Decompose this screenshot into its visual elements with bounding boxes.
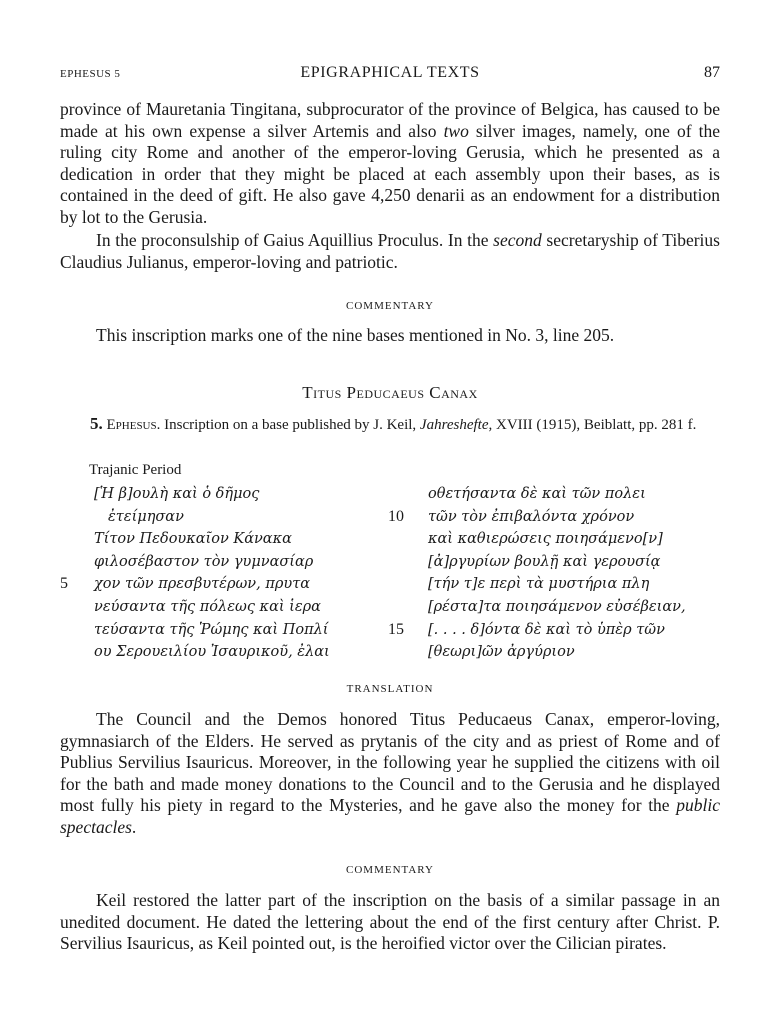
period-label: Trajanic Period <box>89 462 182 478</box>
header-section-label: EPHESUS 5 <box>60 68 121 80</box>
inscription-line: [ρέστα]τα ποιησάμενον εὐσέβειαν, <box>428 598 686 615</box>
running-header <box>60 64 720 86</box>
inscription-line: Τίτον Πεδουκαῖον Κάνακα <box>94 531 292 548</box>
inscription-line: [Ἡ β]ουλὴ καὶ ὁ δῆμος <box>94 486 260 502</box>
commentary-text-1: This inscription marks one of the nine bases mentioned in No. 3, line 205. <box>96 325 615 345</box>
emphasis-second: second <box>493 230 542 250</box>
line-number: 5 <box>60 575 68 593</box>
intro-paragraph-2: In the proconsulship of Gaius Aquillius Proculus. In the second secretaryship of Tiberius Claudius Julianus, emperor-loving and patriotic. <box>60 230 720 272</box>
inscription-line: καὶ καθιερώσεις ποιησάμενο[ν] <box>428 531 663 548</box>
inscription-line: 15 [. . . . δ]όντα δὲ καὶ τὸ ὑπὲρ τῶν <box>382 619 722 642</box>
inscription-column-right <box>382 483 722 664</box>
commentary-heading-2: COMMENTARY <box>346 864 434 876</box>
translation-heading: TRANSLATION <box>346 683 434 695</box>
entry-number: 5. <box>90 414 103 433</box>
inscription-line: [θεωρι]ῶν ἀργύριον <box>428 644 575 661</box>
inscription-line: 5 χον τῶν πρεσβυτέρων, πρυτα <box>60 573 370 596</box>
intro-paragraph-1: province of Mauretania Tingitana, subprocurator of the province of Belgica, has caused to be made at his own expense a silver Artemis and also two silver images, namely, one of the ruling city Rome and another of the emperor-loving Gerusia, which he presented as a dedication in order that they might be placed at each assembly upon their bases, as is contained in the deed of gift. He also gave 4,250 denarii as an endowment for a distribution by lot to the Gerusia. <box>60 99 721 227</box>
line-number: 10 <box>388 507 404 525</box>
commentary-heading-1: COMMENTARY <box>346 300 434 312</box>
inscription-line: [τήν τ]ε περὶ τὰ μυστήρια πλη <box>428 576 650 593</box>
emphasis-public-spectacles: public spectacles <box>60 795 720 837</box>
commentary-text-2: Keil restored the latter part of the inscription on the basis of a similar passage in an unedited document. He dated the lettering about the end of the first century after Christ. P. Servilius Isauricus, as Keil pointed out, is the heroified victor over the Cilician pirates. <box>60 890 720 954</box>
line-number: 15 <box>388 620 404 638</box>
inscription-line: φιλοσέβαστον τὸν γυμνασίαρ <box>94 553 314 570</box>
inscription-line: νεύσαντα τῆς πόλεως καὶ ἱερα <box>94 598 321 615</box>
section-title: Titus Peducaeus Canax <box>302 383 478 402</box>
inscription-entry: 5. Ephesus. Inscription on a base published by J. Keil, Jahreshefte, XVIII (1915), Beiblatt, pp. 281 f. <box>90 414 697 433</box>
translation-text: The Council and the Demos honored Titus Peducaeus Canax, emperor-loving, gymnasiarch of the Elders. He served as prytanis of the city and as priest of Rome and of Publius Servilius Isauricus. Moreover, in the following year he supplied the citizens with oil for the bath and made money donations to the Council and to the Gerusia and he displayed most fully his piety in regard to the Mysteries, and he gave also the money for the public spectacles. <box>60 709 720 837</box>
inscription-line: τεύσαντα τῆς Ῥώμης καὶ Ποπλί <box>94 621 329 638</box>
inscription-line: [ἀ]ργυρίων βουλῇ καὶ γερουσίᾳ <box>428 553 661 570</box>
inscription-column-left <box>60 483 370 664</box>
inscription-line: ἐτείμησαν <box>108 508 184 525</box>
entry-place: Ephesus. <box>106 417 161 433</box>
journal-title: Jahreshefte, <box>419 417 493 433</box>
page-number: 87 <box>704 64 720 81</box>
inscription-line: 10 τῶν τὸν ἐπιβαλόντα χρόνον <box>382 506 722 529</box>
inscription-line: ου Σερουειλίου Ἰσαυρικοῦ, ἐλαι <box>94 644 330 661</box>
inscription-line: οθετήσαντα δὲ καὶ τῶν πολει <box>428 486 646 502</box>
emphasis-two: two <box>443 120 469 141</box>
header-title: EPIGRAPHICAL TEXTS <box>300 64 480 81</box>
